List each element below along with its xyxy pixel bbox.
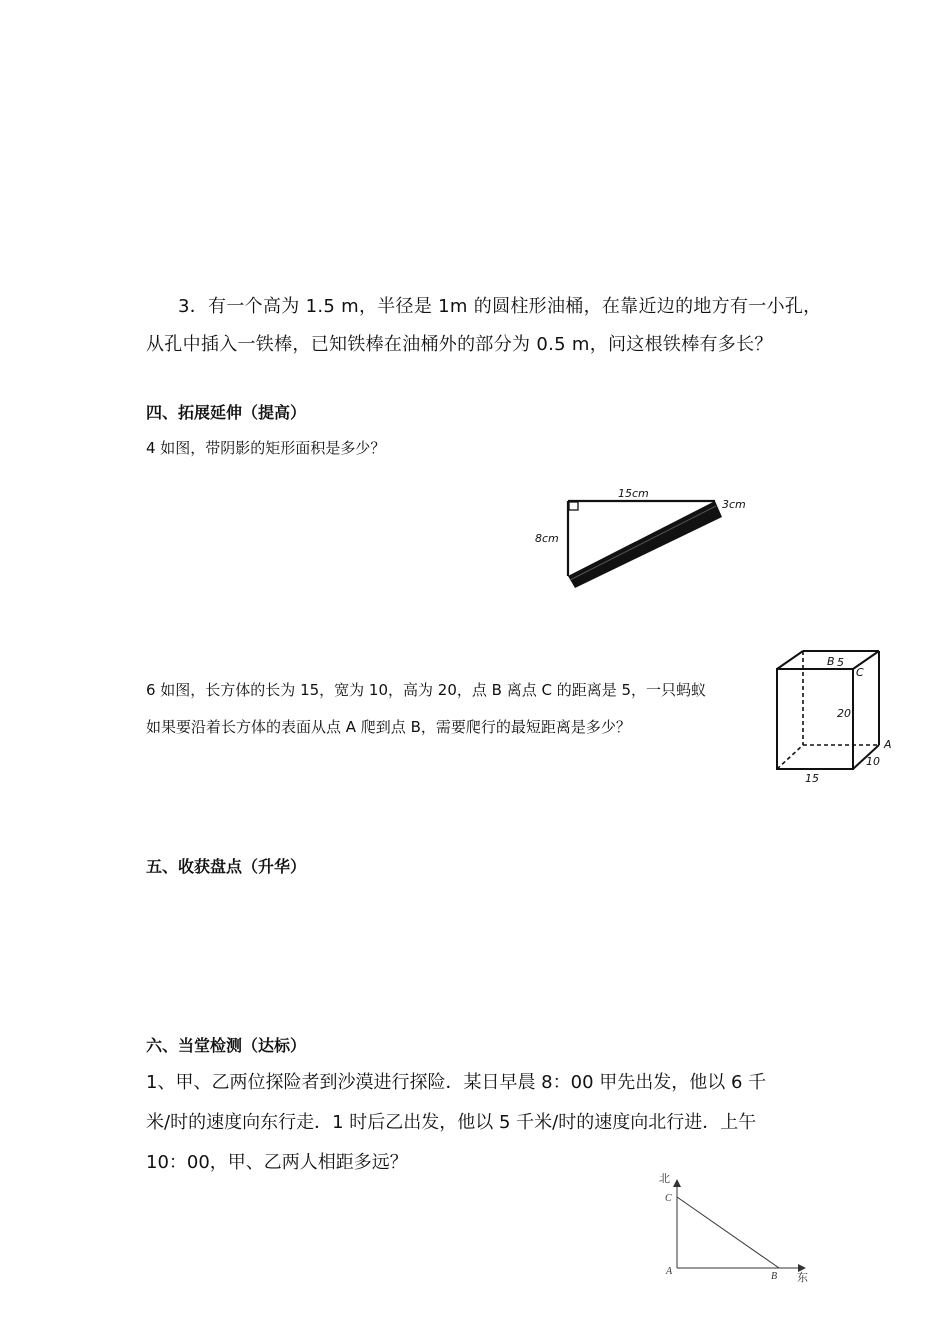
label-b: B xyxy=(771,1271,778,1282)
section-4-heading: 四、拓展延伸（提高） xyxy=(146,403,307,422)
label-north: 北 xyxy=(659,1173,670,1185)
cuboid-figure xyxy=(765,635,915,785)
right-angle-mark xyxy=(569,502,578,510)
section-6-problem-1-line-3: 10：00，甲、乙两人相距多远？ xyxy=(146,1152,408,1173)
label-a: A xyxy=(884,738,892,751)
direction-figure xyxy=(655,1168,820,1284)
section-6-problem-1-line-2: 米/时的速度向东行走．1 时后乙出发，他以 5 千米/时的速度向北行进．上午 xyxy=(146,1112,757,1133)
label-bc-5: 5 xyxy=(837,656,844,669)
label-a: A xyxy=(666,1266,673,1277)
cuboid-hidden-left-bottom xyxy=(777,745,803,769)
problem-3-line-1: 3．有一个高为 1.5 m，半径是 1m 的圆柱形油桶，在靠近边的地方有一小孔， xyxy=(178,296,822,317)
problem-4-text: 4 如图，带阴影的矩形面积是多少？ xyxy=(146,439,386,457)
problem-6-line-1: 6 如图，长方体的长为 15，宽为 10，高为 20，点 B 离点 C 的距离是 5，一只蚂蚁 xyxy=(146,681,707,699)
label-c: C xyxy=(856,666,864,679)
shaded-rectangle xyxy=(568,501,722,588)
cuboid-top-left-edge xyxy=(777,651,803,669)
shaded-rectangle-figure xyxy=(530,478,790,596)
label-c: C xyxy=(665,1193,672,1204)
shade-stroke xyxy=(570,506,716,580)
label-height-20: 20 xyxy=(837,707,851,720)
segment-cb xyxy=(677,1197,779,1268)
label-east: 东 xyxy=(797,1272,808,1284)
section-5-heading: 五、收获盘点（升华） xyxy=(146,857,307,876)
label-3cm: 3cm xyxy=(722,498,746,511)
label-width-10: 10 xyxy=(866,755,880,768)
label-b: B xyxy=(827,655,835,668)
label-length-15: 15 xyxy=(805,772,819,785)
problem-3-line-2: 从孔中插入一铁棒，已知铁棒在油桶外的部分为 0.5 m，问这根铁棒有多长？ xyxy=(146,334,773,355)
section-6-problem-1 xyxy=(146,1063,836,1183)
section-6-problem-1-line-1: 1、甲、乙两位探险者到沙漠进行探险．某日早晨 8：00 甲先出发，他以 6 千 xyxy=(146,1072,767,1093)
label-8cm: 8cm xyxy=(535,532,559,545)
section-6-heading: 六、当堂检测（达标） xyxy=(146,1036,307,1055)
problem-6-line-2: 如果要沿着长方体的表面从点 A 爬到点 B，需要爬行的最短距离是多少？ xyxy=(146,718,631,736)
problem-3 xyxy=(146,288,846,364)
label-15cm: 15cm xyxy=(618,487,649,500)
